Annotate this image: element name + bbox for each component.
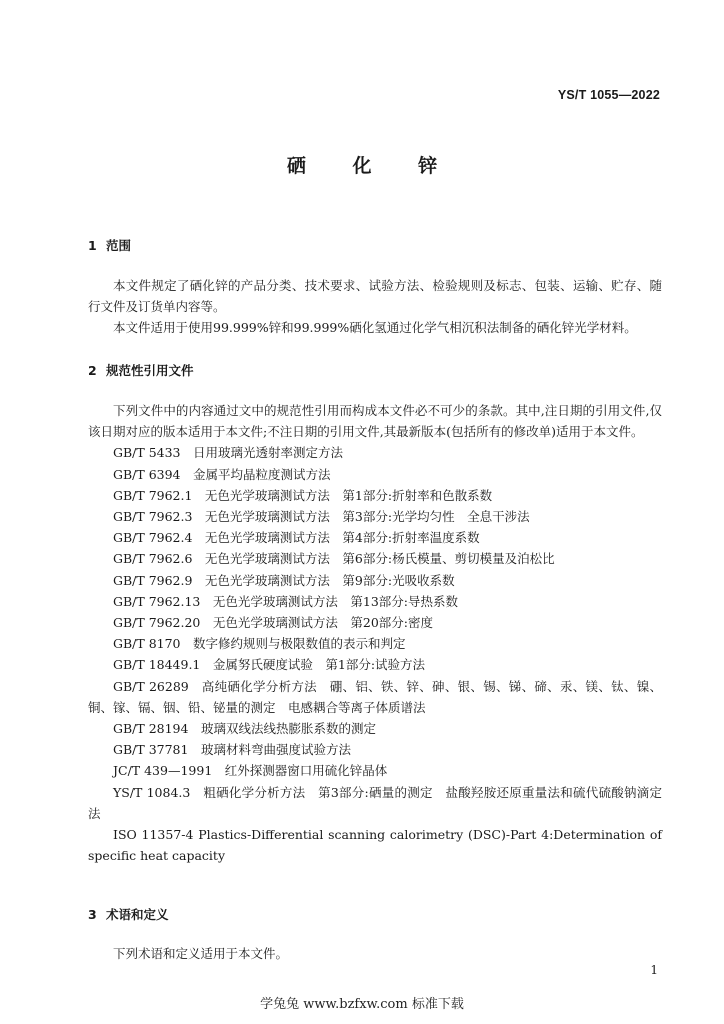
reference-item: GB/T 7962.1 无色光学玻璃测试方法 第1部分:折射率和色散系数	[113, 487, 493, 503]
section-number: 2	[88, 363, 97, 378]
reference-item: GB/T 28194 玻璃双线法线热膨胀系数的测定	[113, 721, 376, 737]
reference-item: JC/T 439—1991 红外探测器窗口用硫化锌晶体	[113, 763, 388, 779]
section-heading-terms	[88, 905, 169, 923]
reference-item: GB/T 8170 数字修约规则与极限数值的表示和判定	[113, 636, 406, 652]
section-title: 术语和定义	[106, 907, 169, 922]
reference-item: GB/T 18449.1 金属努氏硬度试验 第1部分:试验方法	[113, 657, 426, 673]
terms-body	[88, 943, 662, 964]
reference-item: GB/T 7962.20 无色光学玻璃测试方法 第20部分:密度	[113, 615, 434, 631]
reference-item: GB/T 37781 玻璃材料弯曲强度试验方法	[113, 742, 351, 758]
reference-item: YS/T 1084.3 粗硒化学分析方法 第3部分:硒量的测定 盐酸羟胺还原重量法和硫代硫酸钠滴定法	[88, 784, 662, 821]
reference-item: GB/T 7962.6 无色光学玻璃测试方法 第6部分:杨氏模量、剪切模量及泊松比	[113, 551, 555, 567]
section-heading-normative-references	[88, 361, 194, 379]
reference-item: GB/T 6394 金属平均晶粒度测试方法	[113, 466, 331, 482]
reference-item: GB/T 5433 日用玻璃光透射率测定方法	[113, 445, 344, 461]
paragraph: 下列术语和定义适用于本文件。	[113, 946, 289, 961]
reference-item: GB/T 7962.3 无色光学玻璃测试方法 第3部分:光学均匀性 全息干涉法	[113, 509, 530, 525]
section-title: 规范性引用文件	[106, 363, 194, 378]
reference-item: GB/T 7962.9 无色光学玻璃测试方法 第9部分:光吸收系数	[113, 572, 455, 588]
page-number: 1	[650, 963, 658, 977]
paragraph: 下列文件中的内容通过文中的规范性引用而构成本文件必不可少的条款。其中,注日期的引用文件,仅该日期对应的版本适用于本文件;不注日期的引用文件,其最新版本(包括所有的修改单)适用于本文件。	[88, 403, 662, 440]
footer-watermark: 学兔兔 www.bzfxw.com 标准下载	[260, 997, 464, 1012]
paragraph: 本文件适用于使用99.999%锌和99.999%硒化氢通过化学气相沉积法制备的硒化锌光学材料。	[113, 320, 637, 336]
scope-body	[88, 275, 662, 339]
reference-item: GB/T 7962.4 无色光学玻璃测试方法 第4部分:折射率温度系数	[113, 530, 480, 546]
document-title: 硒 化 锌	[286, 155, 458, 177]
standard-code: YS/T 1055—2022	[557, 88, 660, 102]
paragraph: 本文件规定了硒化锌的产品分类、技术要求、试验方法、检验规则及标志、包装、运输、贮存、随行文件及订货单内容等。	[88, 278, 662, 315]
section-number: 3	[88, 907, 97, 922]
section-number: 1	[88, 238, 97, 253]
normative-references-body	[88, 400, 662, 866]
section-title: 范围	[106, 238, 132, 253]
section-heading-scope	[88, 236, 131, 254]
reference-item: ISO 11357-4 Plastics-Differential scanning calorimetry (DSC)-Part 4:Determination of specific heat capacity	[88, 827, 662, 864]
reference-item: GB/T 26289 高纯硒化学分析方法 硼、铝、铁、锌、砷、银、锡、锑、碲、汞、镁、钛、镍、铜、镓、镉、铟、铅、铋量的测定 电感耦合等离子体质谱法	[88, 678, 662, 715]
reference-item: GB/T 7962.13 无色光学玻璃测试方法 第13部分:导热系数	[113, 593, 459, 609]
